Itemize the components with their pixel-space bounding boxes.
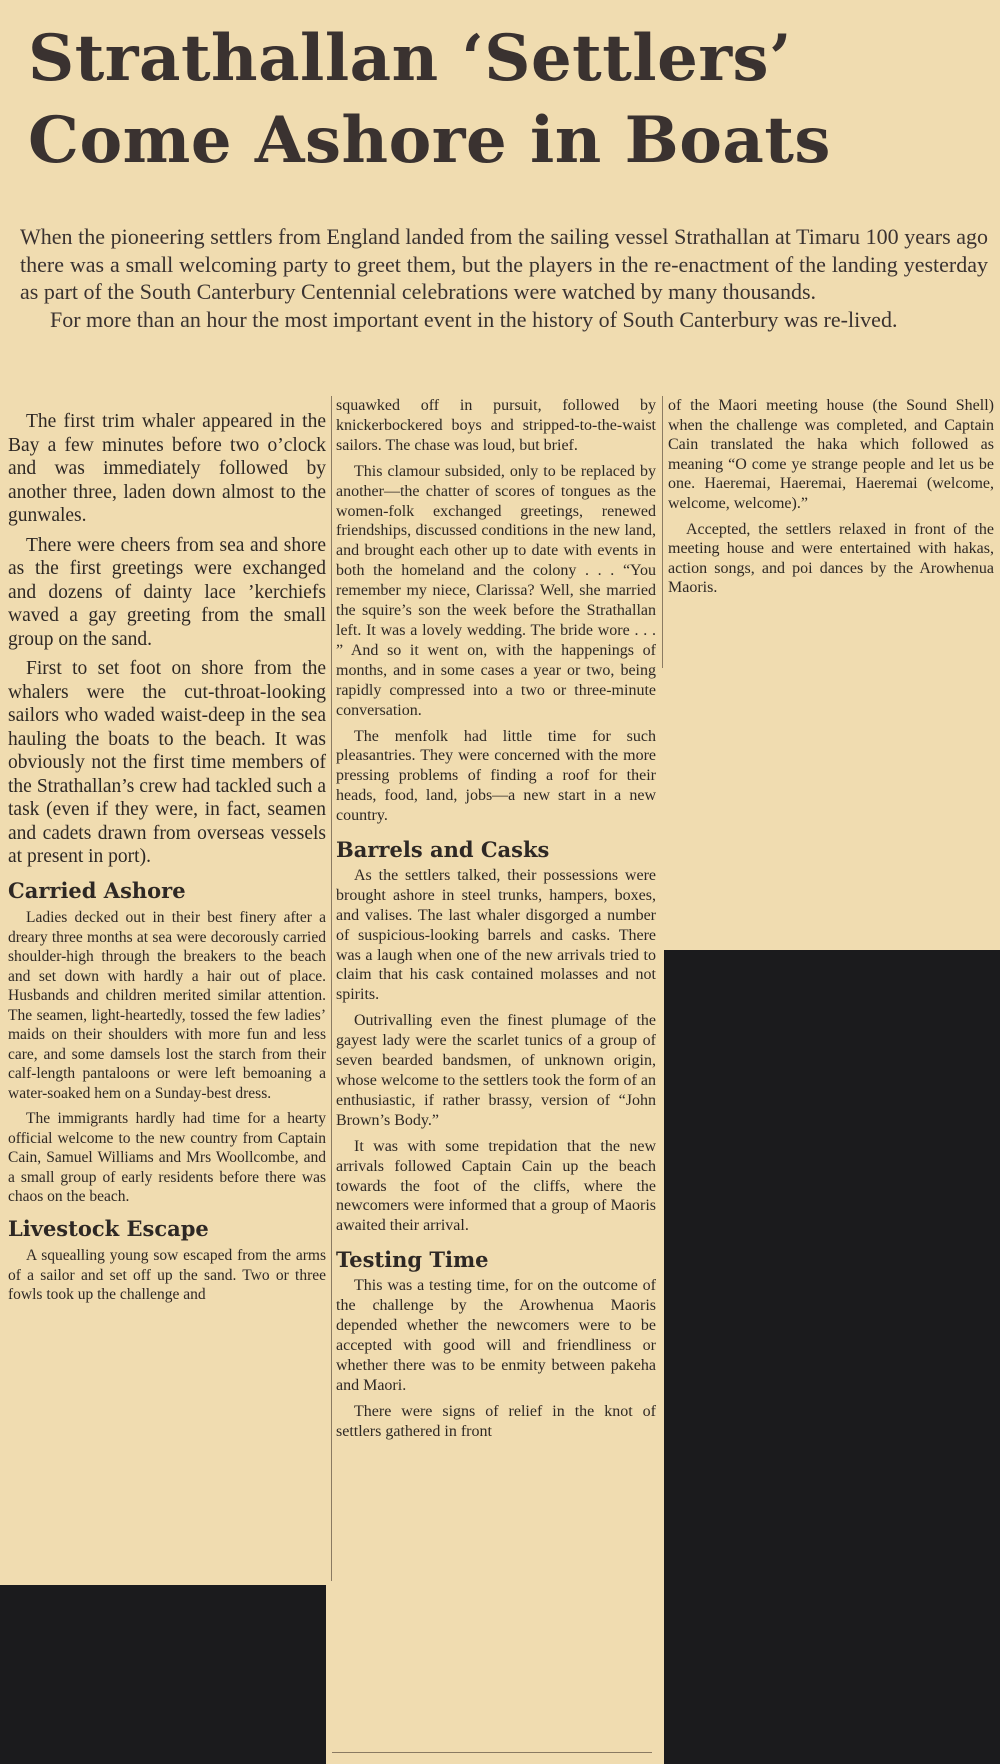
article-column-3 (668, 396, 994, 604)
column1-paragraph-5: The immigrants hardly had time for a hearty official welcome to the new country from Captain Cain, Samuel Williams and Mrs Woollcombe, and a small group of early residents before there was chaos on the beach. (8, 1110, 326, 1205)
headline (28, 18, 988, 182)
column2-paragraph-2: This clamour subsided, only to be replaced by another—the chatter of scores of tongues as the women-folk exchanged greetings, renewed friendships, discussed conditions in the new land, and brought each other up to date with events in both the homeland and the colony . . . “You remember my niece, Clarissa? Well, she married the squire’s son the week before the Strathallan left. It was a lovely wedding. The bride wore . . . ” And so it went on, with the happenings of months, and in some cases a year or two, being rapidly compressed into a two or three-minute conversation. (336, 462, 656, 719)
article-column-1 (8, 410, 326, 1311)
subheading-livestock-escape: Livestock Escape (8, 1215, 209, 1241)
column1-paragraph-3: First to set foot on shore from the whalers were the cut-throat-looking sailors who waded waist-deep in the sea hauling the boats to the beach. It was obviously not the first time members of the Strathallan’s crew had tackled such a task (even if they were, in fact, seamen and cadets drawn from overseas vessels at present in port). (8, 658, 326, 867)
column-rule-2 (662, 396, 663, 668)
clipping-right-column-area (664, 675, 1000, 950)
bottom-rule (332, 1752, 652, 1753)
intro-paragraphs (20, 223, 988, 333)
subheading-carried-ashore: Carried Ashore (8, 877, 186, 903)
column2-paragraph-1: squawked off in pursuit, followed by knickerbockered boys and stripped-to-the-waist sailors. The chase was loud, but brief. (336, 397, 656, 454)
column2-paragraph-5: Outrivalling even the finest plumage of the gayest lady were the scarlet tunics of a group of seven bearded bandsmen, of unknown origin, whose welcome to the settlers took the form of an enthusiastic, if rather brassy, version of “John Brown’s Body.” (336, 1012, 656, 1129)
column2-paragraph-4: As the settlers talked, their possessions were brought ashore in steel trunks, hampers, boxes, and valises. The last whaler disgorged a number of suspicious-looking barrels and casks. There was a laugh when one of the new arrivals tried to claim that his cask contained molasses and not spirits. (336, 866, 656, 1004)
column2-paragraph-6: It was with some trepidation that the new arrivals followed Captain Cain up the beach towards the foot of the cliffs, where the newcomers were informed that a group of Maoris awaited their arrival. (336, 1137, 656, 1235)
intro-paragraph-2: For more than an hour the most important event in the history of South Canterbury was re-lived. (50, 306, 898, 332)
column2-paragraph-8: There were signs of relief in the knot of settlers gathered in front (336, 1402, 656, 1440)
column1-paragraph-6: A squealling young sow escaped from the arms of a sailor and set off up the sand. Two or three fowls took up the challenge and (8, 1247, 326, 1303)
column2-paragraph-7: This was a testing time, for on the outcome of the challenge by the Arowhenua Maoris depended whether the newcomers were to be accepted with good will and friendliness or whether there was to be enmity between pakeha and Maori. (336, 1277, 656, 1394)
headline-line-1: Strathallan ‘Settlers’ (28, 21, 792, 96)
subheading-testing-time: Testing Time (336, 1247, 489, 1273)
column1-paragraph-1: The first trim whaler appeared in the Bay a few minutes before two o’clock and was immediately followed by another three, laden down almost to the gunwales. (8, 411, 326, 526)
headline-line-2: Come Ashore in Boats (28, 103, 831, 178)
column3-paragraph-2: Accepted, the settlers relaxed in front of the meeting house and were entertained with hakas, action songs, and poi dances by the Arowhenua Maoris. (668, 520, 994, 597)
column1-paragraph-4: Ladies decked out in their best finery after a dreary three months at sea were decorously carried shoulder-high through the breakers to the beach and set down with hardly a hair out of place. Husbands and children merited similar attention. The seamen, light-heartedly, tossed the few ladies’ maids on their shoulders with more fun and less care, and some damsels lost the starch from their calf-length pantaloons or were left bemoaning a water-soaked hem on a Sunday-best dress. (8, 909, 326, 1102)
column3-paragraph-1: of the Maori meeting house (the Sound Shell) when the challenge was completed, and Captain Cain translated the haka which followed as meaning “O come ye strange people and let us be one. Haeremai, Haeremai, Haeremai (welcome, welcome, welcome).” (668, 397, 994, 512)
article-column-2 (336, 396, 656, 1447)
column-rule-1 (331, 396, 332, 1581)
column2-paragraph-3: The menfolk had little time for such pleasantries. They were concerned with the more pressing problems of finding a roof for their heads, food, land, jobs—a new start in a new country. (336, 727, 656, 825)
column1-paragraph-2: There were cheers from sea and shore as the first greetings were exchanged and dozens of dainty lace ’kerchiefs waved a gay greeting from the small group on the sand. (8, 534, 326, 650)
intro-paragraph-1: When the pioneering settlers from England landed from the sailing vessel Strathallan at Timaru 100 years ago there was a small welcoming party to greet them, but the players in the re-enactment of the landing yesterday as part of the South Canterbury Centennial celebrations were watched by many thousands. (20, 224, 988, 304)
subheading-barrels-and-casks: Barrels and Casks (336, 837, 550, 863)
